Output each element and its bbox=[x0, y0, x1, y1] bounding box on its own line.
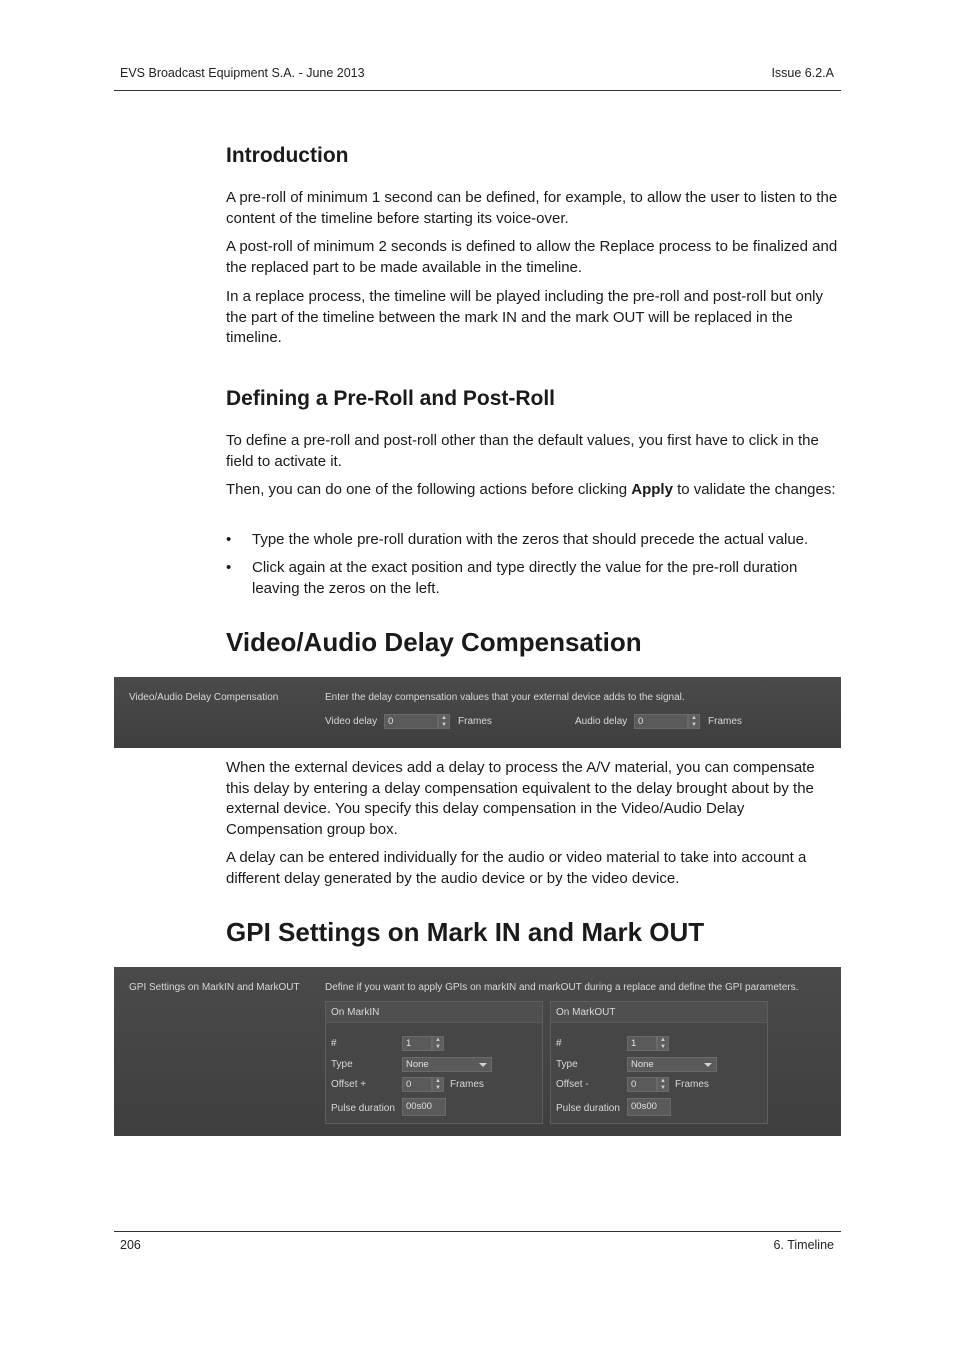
markin-group bbox=[325, 1001, 543, 1124]
markout-number-label: # bbox=[556, 1038, 562, 1049]
chapter-name: 6. Timeline bbox=[773, 1238, 834, 1252]
audio-delay-input[interactable]: 0 bbox=[634, 714, 688, 729]
gpi-panel bbox=[114, 967, 841, 1136]
intro-paragraph-2: A post-roll of minimum 2 seconds is defined to allow the Replace process to be finalized and the replaced part to be made available in the timeline. bbox=[226, 238, 838, 276]
markout-number-spinner[interactable] bbox=[657, 1036, 669, 1051]
header-right: Issue 6.2.A bbox=[771, 66, 834, 80]
spin-up-icon[interactable]: ▲ bbox=[435, 1078, 441, 1084]
video-delay-input[interactable]: 0 bbox=[384, 714, 438, 729]
markout-offset-label: Offset - bbox=[556, 1079, 589, 1090]
markin-offset-spinner[interactable] bbox=[432, 1077, 444, 1092]
delay-heading: Video/Audio Delay Compensation bbox=[226, 627, 642, 657]
preroll-heading: Defining a Pre-Roll and Post-Roll bbox=[226, 387, 556, 410]
markout-pulse-input[interactable]: 00s00 bbox=[627, 1098, 671, 1116]
apply-bold: Apply bbox=[631, 481, 673, 498]
spin-up-icon[interactable]: ▲ bbox=[660, 1078, 666, 1084]
markin-offset-label: Offset + bbox=[331, 1079, 367, 1090]
markin-number-spinner[interactable] bbox=[432, 1036, 444, 1051]
page-number: 206 bbox=[120, 1238, 141, 1252]
footer-rule bbox=[114, 1231, 841, 1232]
bullet-text-2: Click again at the exact position and type directly the value for the pre-roll duration leaving the zeros on the left. bbox=[252, 559, 798, 597]
intro-paragraph-1: A pre-roll of minimum 1 second can be defined, for example, to allow the user to listen to the content of the timeline before starting its voice-over. bbox=[226, 189, 838, 227]
spin-up-icon[interactable]: ▲ bbox=[435, 1037, 441, 1043]
spin-up-icon[interactable]: ▲ bbox=[660, 1037, 666, 1043]
video-delay-unit: Frames bbox=[458, 716, 492, 727]
markout-offset-unit: Frames bbox=[675, 1079, 709, 1090]
markout-offset-input[interactable]: 0 bbox=[627, 1077, 657, 1092]
bullet-dot: • bbox=[226, 531, 232, 548]
markout-offset-spinner[interactable] bbox=[657, 1077, 669, 1092]
markout-pulse-label: Pulse duration bbox=[556, 1103, 620, 1114]
markin-offset-input[interactable]: 0 bbox=[402, 1077, 432, 1092]
markout-group-title: On MarkOUT bbox=[551, 1002, 767, 1023]
delay-panel bbox=[114, 677, 841, 748]
spin-down-icon[interactable]: ▼ bbox=[435, 1084, 441, 1091]
markin-type-select[interactable] bbox=[402, 1057, 492, 1072]
gpi-panel-title: GPI Settings on MarkIN and MarkOUT bbox=[129, 982, 300, 993]
spin-down-icon[interactable]: ▼ bbox=[435, 1043, 441, 1050]
markout-type-select[interactable] bbox=[627, 1057, 717, 1072]
gpi-heading: GPI Settings on Mark IN and Mark OUT bbox=[226, 917, 705, 947]
audio-delay-spinner[interactable] bbox=[688, 714, 700, 729]
spin-down-icon[interactable]: ▼ bbox=[441, 721, 447, 728]
audio-delay-label: Audio delay bbox=[575, 716, 628, 727]
video-delay-label: Video delay bbox=[325, 716, 378, 727]
bullet-dot: • bbox=[226, 559, 232, 576]
header-rule bbox=[114, 90, 841, 91]
header-left: EVS Broadcast Equipment S.A. - June 2013 bbox=[120, 66, 365, 80]
markout-type-label: Type bbox=[556, 1059, 578, 1070]
markin-number-label: # bbox=[331, 1038, 337, 1049]
preroll-paragraph-2 bbox=[226, 480, 840, 501]
intro-paragraph-3: In a replace process, the timeline will be played including the pre-roll and post-roll but only the part of the timeline between the mark IN and the mark OUT will be replaced in the timeline. bbox=[226, 288, 823, 346]
spin-down-icon[interactable]: ▼ bbox=[660, 1043, 666, 1050]
markout-number-input[interactable]: 1 bbox=[627, 1036, 657, 1051]
markin-offset-unit: Frames bbox=[450, 1079, 484, 1090]
preroll-paragraph-1: To define a pre-roll and post-roll other than the default values, you first have to click in the field to activate it. bbox=[226, 432, 819, 470]
preroll-p2-after: to validate the changes: bbox=[672, 481, 836, 498]
markin-group-title: On MarkIN bbox=[326, 1002, 542, 1023]
markin-type-label: Type bbox=[331, 1059, 353, 1070]
spin-up-icon[interactable]: ▲ bbox=[441, 715, 447, 721]
markin-pulse-label: Pulse duration bbox=[331, 1103, 395, 1114]
markin-number-input[interactable]: 1 bbox=[402, 1036, 432, 1051]
delay-paragraph-1: When the external devices add a delay to process the A/V material, you can compensate this delay by entering a delay compensation equivalent to the delay brought about by the external device. You specify this delay compensation in the Video/Audio Delay Compensation group box. bbox=[226, 759, 815, 838]
audio-delay-unit: Frames bbox=[708, 716, 742, 727]
video-delay-spinner[interactable] bbox=[438, 714, 450, 729]
preroll-p2-before: Then, you can do one of the following actions before clicking bbox=[226, 481, 632, 498]
delay-panel-description: Enter the delay compensation values that your external device adds to the signal. bbox=[325, 692, 685, 703]
spin-down-icon[interactable]: ▼ bbox=[691, 721, 697, 728]
chevron-down-icon[interactable] bbox=[479, 1063, 487, 1067]
gpi-panel-description: Define if you want to apply GPIs on markIN and markOUT during a replace and define the GPI parameters. bbox=[325, 982, 799, 993]
markin-type-value: None bbox=[406, 1059, 429, 1070]
spin-down-icon[interactable]: ▼ bbox=[660, 1084, 666, 1091]
intro-heading: Introduction bbox=[226, 144, 349, 167]
spin-up-icon[interactable]: ▲ bbox=[691, 715, 697, 721]
delay-panel-title: Video/Audio Delay Compensation bbox=[129, 692, 279, 703]
markout-group bbox=[550, 1001, 768, 1124]
delay-paragraph-2: A delay can be entered individually for the audio or video material to take into account a different delay generated by the audio device or by the video device. bbox=[226, 849, 807, 887]
chevron-down-icon[interactable] bbox=[704, 1063, 712, 1067]
markin-pulse-input[interactable]: 00s00 bbox=[402, 1098, 446, 1116]
markout-type-value: None bbox=[631, 1059, 654, 1070]
bullet-text-1: Type the whole pre-roll duration with the zeros that should precede the actual value. bbox=[252, 531, 809, 548]
